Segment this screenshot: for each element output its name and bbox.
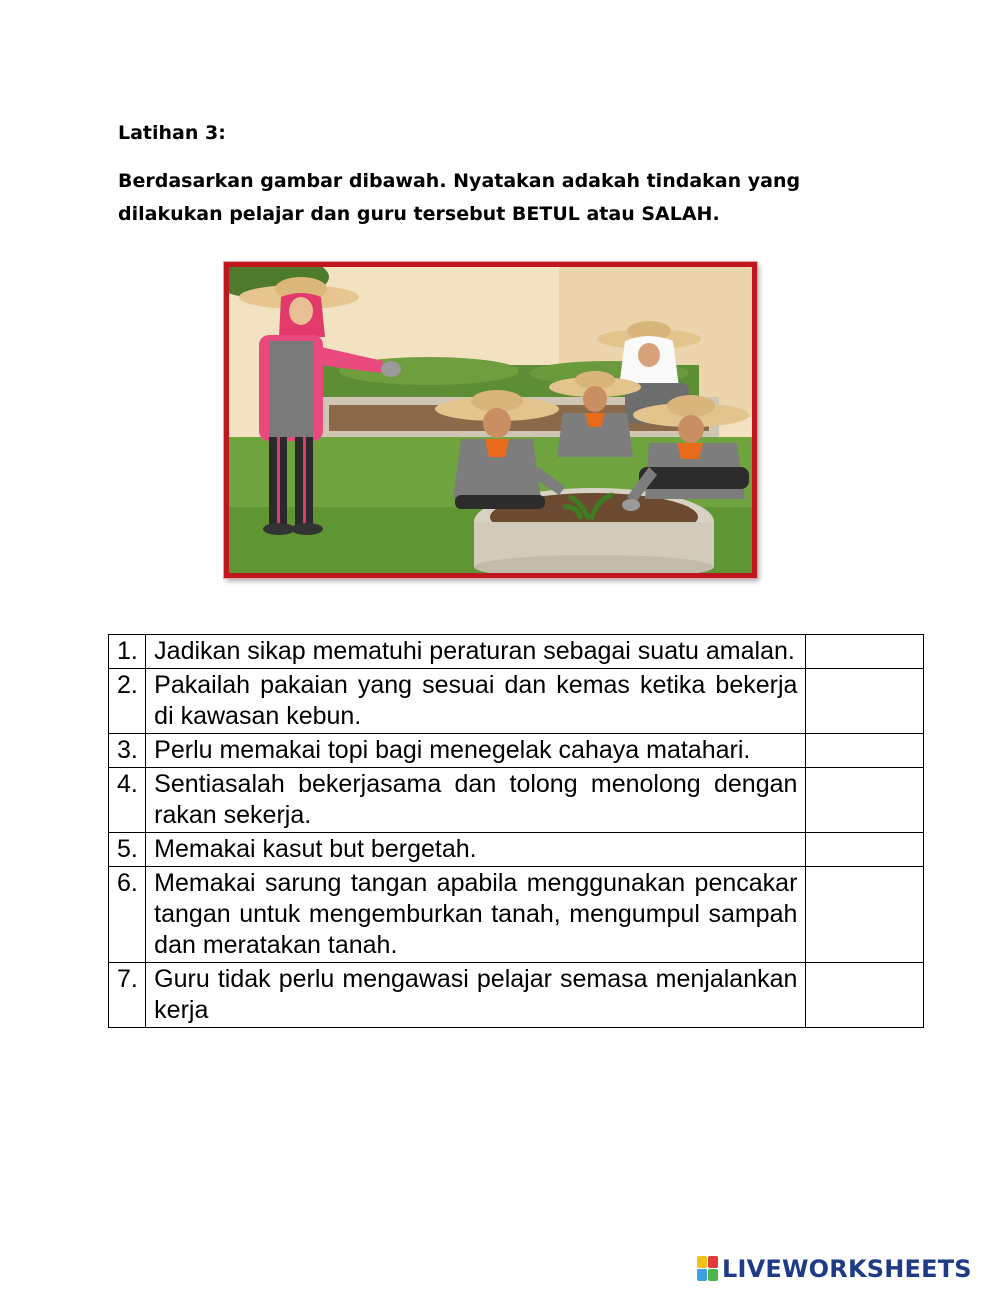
garden-photo — [224, 262, 757, 578]
liveworksheets-logo-icon — [697, 1256, 719, 1282]
statement-text: Guru tidak perlu mengawasi pelajar semasa menjalankan kerja — [146, 963, 806, 1028]
answer-cell[interactable] — [806, 669, 924, 734]
table-row — [109, 635, 924, 669]
answer-cell[interactable] — [806, 867, 924, 963]
statement-text: Memakai sarung tangan apabila menggunakan pencakar tangan untuk mengemburkan tanah, mengumpul sampah dan meratakan tanah. — [146, 867, 806, 963]
statement-text: Memakai kasut but bergetah. — [146, 833, 806, 867]
answer-cell[interactable] — [806, 963, 924, 1028]
statement-number: 7. — [109, 963, 146, 1028]
brand-name: LIVEWORKSHEETS — [722, 1255, 972, 1283]
statement-number: 6. — [109, 867, 146, 963]
answer-cell[interactable] — [806, 833, 924, 867]
table-row — [109, 768, 924, 833]
garden-scene-illustration — [229, 267, 752, 573]
table-row — [109, 734, 924, 768]
statement-number: 1. — [109, 635, 146, 669]
statement-text: Pakailah pakaian yang sesuai dan kemas ketika bekerja di kawasan kebun. — [146, 669, 806, 734]
statement-number: 5. — [109, 833, 146, 867]
worksheet-title: Latihan 3: — [118, 122, 226, 144]
statement-number: 4. — [109, 768, 146, 833]
answer-cell[interactable] — [806, 635, 924, 669]
answer-cell[interactable] — [806, 768, 924, 833]
table-row — [109, 833, 924, 867]
table-row — [109, 669, 924, 734]
table-row — [109, 963, 924, 1028]
answer-cell[interactable] — [806, 734, 924, 768]
statement-text: Sentiasalah bekerjasama dan tolong menolong dengan rakan sekerja. — [146, 768, 806, 833]
statements-table — [108, 634, 924, 1028]
statement-text: Perlu memakai topi bagi menegelak cahaya matahari. — [146, 734, 806, 768]
liveworksheets-watermark — [697, 1254, 972, 1284]
statement-number: 2. — [109, 669, 146, 734]
statement-text: Jadikan sikap mematuhi peraturan sebagai suatu amalan. — [146, 635, 806, 669]
instruction-text: Berdasarkan gambar dibawah. Nyatakan adakah tindakan yang dilakukan pelajar dan guru tersebut BETUL atau SALAH. — [118, 170, 801, 225]
statement-number: 3. — [109, 734, 146, 768]
table-row — [109, 867, 924, 963]
